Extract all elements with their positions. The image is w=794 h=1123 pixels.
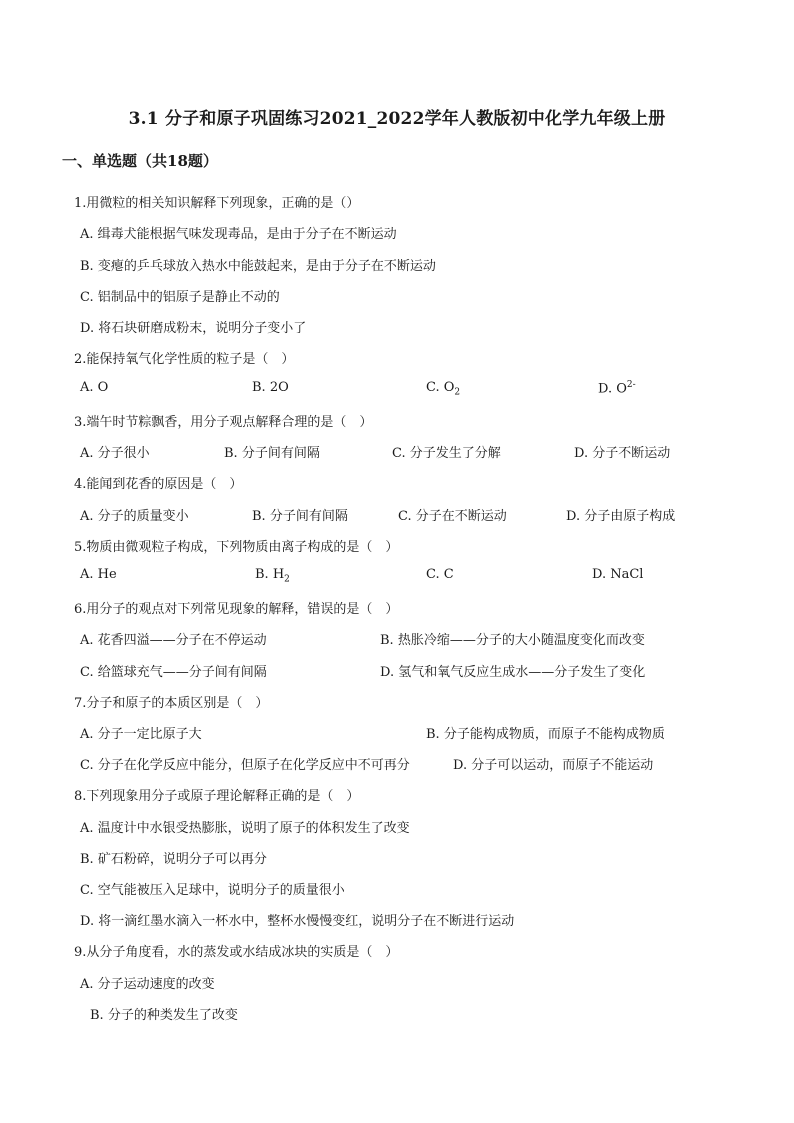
option-d: D. 将一滴红墨水滴入一杯水中，整杯水慢慢变红，说明分子在不断进行运动 bbox=[80, 914, 515, 929]
option-a: A. 温度计中水银受热膨胀，说明了原子的体积发生了改变 bbox=[80, 821, 410, 836]
question-stem: 7.分子和原子的本质区别是（ ） bbox=[74, 696, 269, 711]
option-row bbox=[0, 879, 794, 897]
option-b: B. 热胀冷缩——分子的大小随温度变化而改变 bbox=[380, 633, 645, 648]
option-row bbox=[0, 255, 794, 273]
option-c: C. C bbox=[426, 567, 454, 582]
option-a: A. 花香四溢——分子在不停运动 bbox=[80, 633, 267, 648]
option-d: D. 氢气和氧气反应生成水——分子发生了变化 bbox=[380, 665, 646, 680]
question-stem: 6.用分子的观点对下列常见现象的解释，错误的是（ ） bbox=[74, 602, 399, 617]
question-stem: 4.能闻到花香的原因是（ ） bbox=[74, 477, 243, 492]
option-row bbox=[0, 629, 794, 647]
option-b: B. 分子能构成物质，而原子不能构成物质 bbox=[426, 727, 665, 742]
section-heading: 一、单选题（共18题） bbox=[62, 152, 218, 170]
option-c: C. $O_2$ bbox=[426, 380, 461, 398]
option-row bbox=[0, 910, 794, 928]
option-b: B. 分子的种类发生了改变 bbox=[90, 1008, 238, 1023]
option-b: B. 分子间有间隔 bbox=[252, 509, 348, 524]
document-title: 3.1 分子和原子巩固练习2021_2022学年人教版初中化学九年级上册 bbox=[128, 109, 666, 129]
question-stem: 2.能保持氧气化学性质的粒子是（ ） bbox=[74, 352, 295, 367]
option-row bbox=[0, 380, 794, 398]
question-stem: 9.从分子角度看，水的蒸发或水结成冰块的实质是（ ） bbox=[74, 945, 399, 960]
option-b: B. 2O bbox=[252, 380, 289, 395]
subscript: 2 bbox=[284, 574, 290, 585]
option-row bbox=[0, 442, 794, 460]
option-b: B. 分子间有间隔 bbox=[224, 446, 320, 461]
option-row bbox=[0, 661, 794, 679]
option-b: B. $H_2$ bbox=[255, 567, 290, 585]
option-c: C. 分子在化学反应中能分，但原子在化学反应中不可再分 bbox=[80, 758, 410, 773]
question-stem: 1.用微粒的相关知识解释下列现象，正确的是（） bbox=[74, 196, 360, 211]
option-d: D. 分子由原子构成 bbox=[566, 509, 676, 524]
option-row bbox=[0, 817, 794, 835]
option-d: D. NaCl bbox=[592, 567, 644, 582]
option-c: C. 铝制品中的铝原子是静止不动的 bbox=[80, 290, 280, 305]
option-a: A. 分子的质量变小 bbox=[80, 509, 189, 524]
option-a: A. 缉毒犬能根据气味发现毒品，是由于分子在不断运动 bbox=[80, 227, 397, 242]
option-a: A. O bbox=[80, 380, 109, 395]
option-c: C. 空气能被压入足球中，说明分子的质量很小 bbox=[80, 883, 345, 898]
option-row bbox=[0, 286, 794, 304]
option-row bbox=[0, 567, 794, 585]
option-b: B. 变瘪的乒乓球放入热水中能鼓起来，是由于分子在不断运动 bbox=[80, 259, 436, 274]
superscript: 2- bbox=[626, 380, 636, 390]
option-row bbox=[0, 505, 794, 523]
question-stem: 3.端午时节粽飘香，用分子观点解释合理的是（ ） bbox=[74, 415, 373, 430]
option-c: C. 分子在不断运动 bbox=[398, 509, 507, 524]
option-a: A. He bbox=[80, 567, 117, 582]
question-stem: 8.下列现象用分子或原子理论解释正确的是（ ） bbox=[74, 789, 360, 804]
option-b: B. 矿石粉碎，说明分子可以再分 bbox=[80, 852, 267, 867]
option-row bbox=[0, 848, 794, 866]
option-d: D. 分子不断运动 bbox=[574, 446, 671, 461]
option-c: C. 分子发生了分解 bbox=[392, 446, 501, 461]
option-row bbox=[0, 973, 794, 991]
subscript: 2 bbox=[454, 387, 461, 398]
option-row bbox=[0, 723, 794, 741]
option-row bbox=[0, 317, 794, 335]
question-stem: 5.物质由微观粒子构成，下列物质由离子构成的是（ ） bbox=[74, 540, 399, 555]
option-row bbox=[0, 1004, 794, 1022]
option-a: A. 分子运动速度的改变 bbox=[80, 977, 215, 992]
option-c: C. 给篮球充气——分子间有间隔 bbox=[80, 665, 267, 680]
option-d: D. $O^{2-}$ bbox=[598, 380, 636, 397]
option-d: D. 将石块研磨成粉末，说明分子变小了 bbox=[80, 321, 307, 336]
option-a: A. 分子一定比原子大 bbox=[80, 727, 202, 742]
option-row bbox=[0, 223, 794, 241]
option-d: D. 分子可以运动，而原子不能运动 bbox=[453, 758, 654, 773]
option-a: A. 分子很小 bbox=[80, 446, 150, 461]
option-row bbox=[0, 754, 794, 772]
